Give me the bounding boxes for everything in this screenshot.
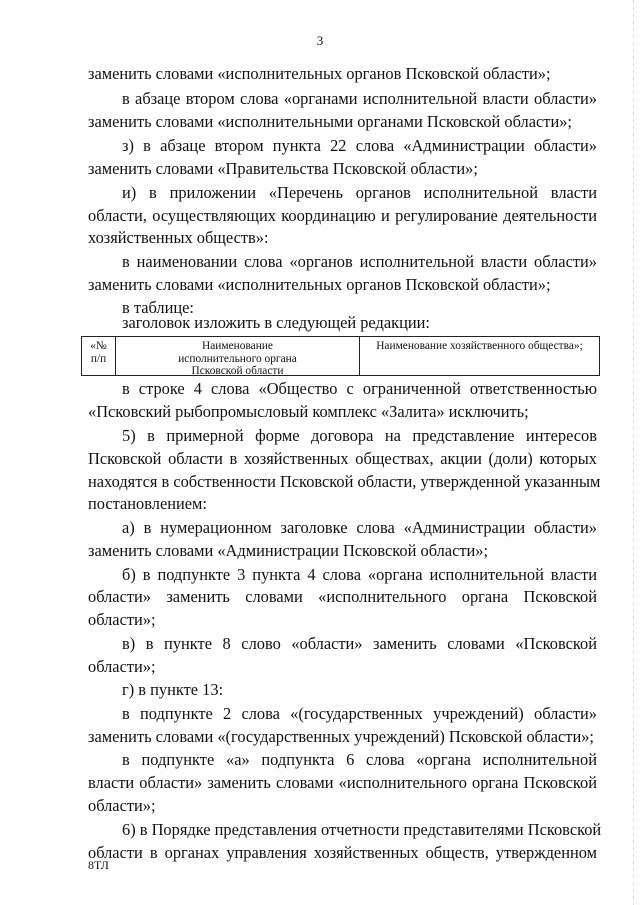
page-number: 3 (316, 33, 324, 48)
text-line: области»; (88, 610, 156, 629)
table-cell-organ (116, 337, 360, 375)
table-cell-line: п/п (90, 352, 107, 365)
text-line: области, осуществляющих координацию и регулирование деятельности (88, 206, 597, 225)
text-line: в наименовании слова «органов исполнительной власти области» (122, 252, 597, 271)
text-line: области»; (88, 657, 156, 676)
text-line: в абзаце втором слова «органами исполнительной власти области» (122, 89, 597, 108)
text-line: а) в нумерационном заголовке слова «Администрации области» (122, 518, 597, 537)
text-line: в подпункте «а» подпункта 6 слова «органа исполнительной (122, 750, 597, 769)
text-line: заменить словами «Правительства Псковской области»; (88, 159, 478, 178)
text-line: з) в абзаце втором пункта 22 слова «Администрации области» (122, 136, 597, 155)
text-line: области в органах управления хозяйственных обществ, утвержденном (88, 843, 597, 862)
text-line: «Псковский рыбопромысловый комплекс «Залита» исключить; (88, 402, 529, 421)
text-line: области» заменить словами «исполнительного органа Псковской (88, 587, 597, 606)
text-line: в подпункте 2 слова «(государственных учреждений) области» (122, 704, 597, 723)
table-cell-company (360, 337, 599, 378)
text-line: области»; (88, 796, 156, 815)
text-line: и) в приложении «Перечень органов исполнительной власти (122, 183, 597, 202)
footer-code: 8ТЛ (88, 858, 109, 872)
text-line: в) в пункте 8 слово «области» заменить словами «Псковской (122, 634, 597, 653)
text-line: Псковской области в хозяйственных обществах, акции (доли) которых (88, 449, 597, 468)
text-line: заменить словами «исполнительными органами Псковской области»; (88, 112, 572, 131)
text-line: г) в пункте 13: (122, 680, 224, 699)
text-line: в строке 4 слова «Общество с ограниченной ответственностью (122, 379, 597, 398)
text-line: власти области» заменить словами «исполнительного органа Псковской (88, 773, 597, 792)
text-line: заменить словами «исполнительных органов Псковской области»; (88, 64, 551, 83)
text-line: 6) в Порядке представления отчетности представителями Псковской (122, 820, 602, 839)
text-line: 5) в примерной форме договора на представление интересов (122, 426, 597, 445)
scan-edge-artifact (633, 0, 634, 905)
header-table (81, 336, 600, 376)
text-line: б) в подпункте 3 пункта 4 слова «органа исполнительной власти (122, 565, 597, 584)
text-line: заменить словами «Администрации Псковской области»; (88, 541, 489, 560)
table-cell-line: исполнительного органа (178, 352, 297, 365)
table-cell-line: Наименование хозяйственного общества»; (376, 340, 583, 352)
text-line: находятся в собственности Псковской области, утвержденной указанным (88, 472, 601, 491)
text-line: в таблице: (122, 298, 194, 317)
text-line: хозяйственных обществ»: (88, 228, 269, 247)
text-line: постановлением: (88, 494, 207, 513)
table-cell-line: «№ (90, 340, 107, 352)
table-cell-line: Псковской области (191, 365, 284, 377)
table-cell-number (82, 337, 116, 375)
text-line: заголовок изложить в следующей редакции: (122, 313, 430, 332)
text-line: заменить словами «исполнительных органов Псковской области»; (88, 275, 551, 294)
table-cell-line: Наименование (202, 340, 273, 352)
text-line: заменить словами «(государственных учреждений) Псковской области»; (88, 727, 594, 746)
